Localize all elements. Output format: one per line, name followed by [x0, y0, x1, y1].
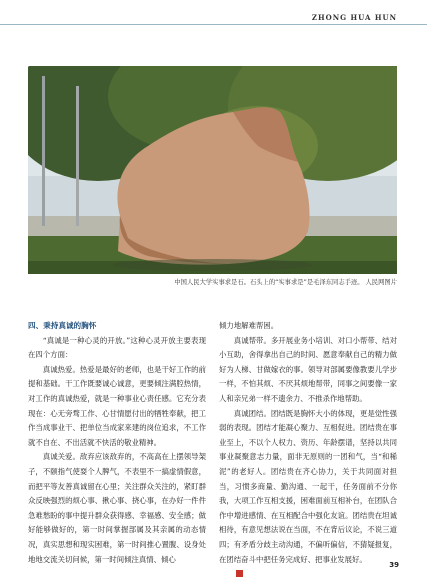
page-number: 39 [389, 561, 399, 569]
paragraph [219, 567, 397, 582]
stone-photo [28, 66, 397, 274]
header-rule [0, 24, 427, 25]
paragraph: 倾力地解难帮困。 [219, 321, 279, 330]
paragraph: 真诚热爱。热爱是最好的老师，也是干好工作的前提和基础。干工作既要诚心诚意，更要倾注满腔热情，对工作的真诚热爱，就是一种事业心责任感。它充分表现在：心无旁骛工作、心甘情愿付出的牺牲奉献，把工作当成事业干、把单位当成家来建的岗位追求，不工作就不自在、不出活就不快活的敬业精神。 [28, 364, 206, 447]
running-header: ZHONG HUA HUN [311, 13, 397, 22]
paragraph: 真诚关爱。敌弃应该敌弃的，不高高在上摆领导架子，不颐指气使耍个人脾气，不表里不一搞虚情假意，而把平等友善真诚留在心里；关注群众关注的，紧盯群众反映强烈的烦心事、揪心事、挠心事，在办好一件件急难愁盼的事中提升群众获得感、幸福感、安全感；做好能够做好的，第一时间掌握部属及其亲属的动态情况，真实思想和现实困难，第一时间推心置腹、设身处地地交流关切问候，第一时间倾注真情、倾心 [28, 452, 206, 564]
photo-caption: 中国人民大学实事求是石。石头上的“实事求是”是毛泽东同志手迹。 人民网图片 [174, 279, 397, 286]
paragraph: 真诚帮带。多开展业务小培训、对口小帮带、结对小互助，舍得拿出自己的时间、愿意奉献自己的精力做好为人梯、甘做嫁衣的事。领导对部属要像教要儿学步一样，不怕其烦、不厌其烦地帮带，同事之间要像一家人和亲兄弟一样不遗余力、不推杀作地帮助。 [219, 335, 397, 403]
end-mark-icon [236, 570, 243, 577]
right-column [219, 319, 397, 582]
paragraph [219, 407, 397, 568]
left-column [28, 319, 206, 567]
paragraph: “真诚是一种心灵的开放。”这种心灵开放主要表现在四个方面： [28, 335, 206, 360]
paragraph-text: 真诚团结。团结既是胸怀大小的体现，更是觉性强弱的表现。团结才能凝心聚力、互相促进。团结贵在事业至上，不以个人权力、资历、年龄摆谱，坚持以共同事业凝聚意志力量，面非无原则的一团和气，当“和稀泥”的老好人。团结贵在齐心协力，关于共同面对担当，习惯多商量、勤沟通、一起干，任务面前不分你我，大项工作互相支援，困难面前互相补台，在团队合作中增进感情、在互相配合中强化友谊。团结贵在坦诚相待，有意见想法说在当面，不在背后议论，不说三道四；有矛盾分歧主动沟通，不偏听偏信，不猜疑报复，在团结奋斗中把任务完成好、把事业发展好。 [219, 408, 397, 564]
section-heading: 四、秉持真诚的胸怀 [28, 321, 97, 330]
